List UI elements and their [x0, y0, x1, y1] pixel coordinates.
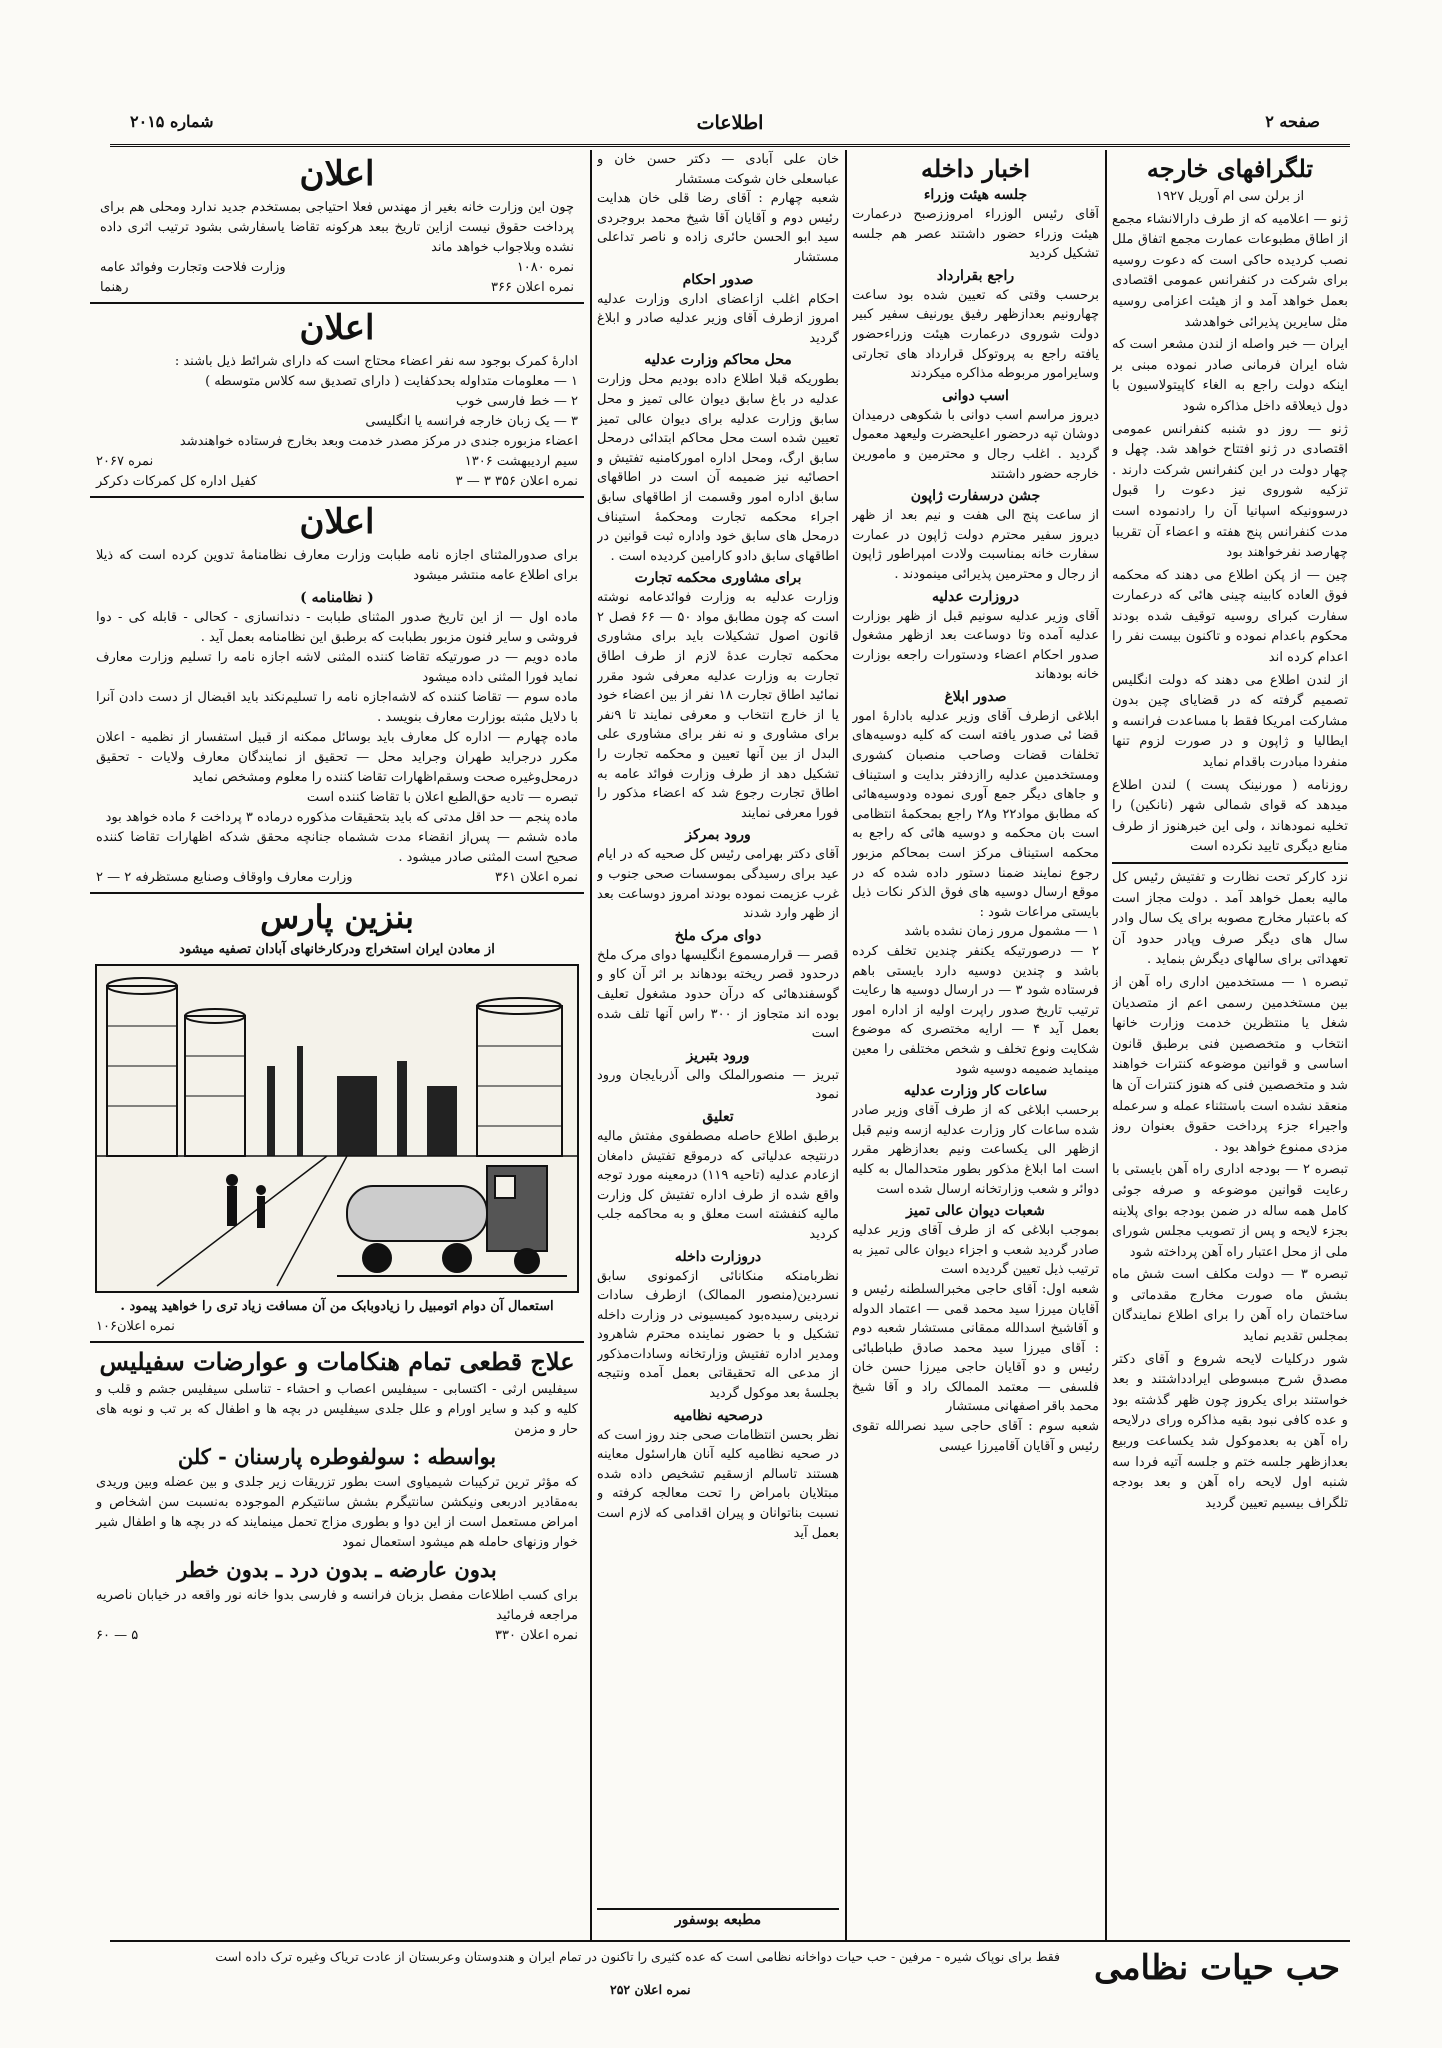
announcement-number: نمره اعلان۱۰۶ [96, 1319, 175, 1334]
subheading: دوای مرک ملخ [674, 927, 762, 944]
news-paragraph: شور درکلیات لایحه شروع و آقای دکتر مصدق شرح مبسوطی ایرادداشتند و بعد خواستند برای یکروز چون ظهر گذشته بود و عده کافی نبود بقیه مذاکره ورای درلایحه راه آهن به بعدموکول شد یکساعت وربیع بعدازظهر جلسه ختم و جلسه آتیه فردا سه شنبه اول لایحه راه آهن و بعد بودجه تلگراف بیسیم تعیین گردید [1112, 1351, 1348, 1511]
announcement-title: اعلان [299, 154, 375, 194]
column-foreign-telegrams [1112, 150, 1348, 1930]
subheading: صدور احکام [682, 271, 754, 288]
column-rule [1105, 150, 1107, 1940]
news-paragraph: احکام اغلب ازاعضای اداری وزارت عدلیه امروز ازطرف آقای وزیر عدلیه صادر و ابلاغ گردید [597, 291, 839, 346]
section-divider [90, 302, 584, 304]
announcement-item: ۳ — یک زبان خارجه فرانسه یا انگلیسی [365, 414, 578, 429]
subheading: ورود بتبریز [686, 1047, 750, 1064]
news-paragraph: برطبق اطلاع حاصله مصطفوی مفتش مالیه درنتیجه عدلیاتی که درموقع تفتیش دامغان ازعادم عدلیه (تاحیه ۱۱۹) درمعینه مورد توجه واقع شده از طرف اداره تفتیش کل وزارت مالیه کنفشته است معلق و به محاکمه جلب کردید [597, 1128, 839, 1242]
subheading: محل محاکم وزارت عدلیه [644, 352, 792, 369]
section-divider [90, 1341, 584, 1343]
news-paragraph: تبصره ۱ — مستخدمین اداری راه آهن از بین مستخدمین رسمی اعم از متصدیان شغل یا منتظرین خدمت وزارت خانها انتخاب و متخصصین فنی برطبق قانون اساسی و قوانین موضوعه کنترات خواهند شد و متخصصین فنی که هنوز کنترات آن ها منعقد نشده است باستثناء عمله و سرعمله واجیراء جزء پرداخت حقوق بعنوان روز مزدی ممنوع خواهد بود . [1112, 974, 1348, 1155]
news-paragraph: تبصره ۲ — بودجه اداری راه آهن بایستی با رعایت قوانین موضوعه و صرفه جوئی کامل همه ساله در ضمن بودجه بوای پلاینه بجزء لایحه و پس از تصویب مجلس شورای ملی از محل اعتبار راه آهن پرداخته شود [1112, 1162, 1348, 1260]
advertisement-syphilis-cure [90, 1347, 584, 1646]
announcement-item: ۲ — خط فارسی خوب [455, 394, 578, 409]
announcement-date: سیم اردیبهشت ۱۳۰۶ [464, 454, 578, 469]
announcement-text: چون این وزارت خانه بغیر از مهندس فعلا احتیاجی بمستخدم جدید ندارد ومحلی هم برای پرداخت حقوق نیست ازاین تاریخ ببعد هرکونه تقاضا یاسفارشی بشود ترتیب اثری داده نشده وبلاجواب خواهد ماند [100, 200, 574, 255]
numbered-item: ۱ — مشمول مرور زمان نشده باشد [904, 924, 1099, 940]
advertisement-benzin-pars [90, 898, 584, 1337]
news-paragraph: شعبه اول: آقای حاجی مخبرالسلطنه رئیس و آقایان میرزا سید محمد قمی — اعتماد الدوله و آقاشیخ اسدالله ممقانی مستشار شعبه دوم : آقای میرزا سید محمد صادق طباطبائی رئیس و دو آقایان حاجی میرزا حسن خان فلسفی — معتمد الممالک راد و آقا شیخ محمد باقر اصفهانی مستشار [852, 1281, 1099, 1415]
announcement-title: اعلان [299, 308, 375, 348]
news-paragraph: نظر بحسن انتظامات صحی جند روز است که در صحیه نظامیه کلیه آنان هاراسئول معاینه هستند تاسالم ازسقیم تشخیص داده شده مبتلایان بامراض را تحت معالجه کرفته و نسبت بناتوانان و پیران اقدامی که لازم است بعمل آید [597, 1427, 839, 1541]
news-paragraph: تبصره ۳ — دولت مکلف است شش ماه بشش ماه صورت مخارج مقدماتی و ساختمان راه آهن را برای اطلاع نمایندگان بمجلس تقدیم نماید [1112, 1267, 1348, 1345]
announcement-signature: وزارت فلاحت وتجارت وفوائد عامه [100, 260, 286, 275]
announcement-signature: وزارت معارف واوقاف وصنایع مستظرفه ۲ — ۲ [96, 870, 353, 885]
announcement-2 [90, 308, 584, 492]
section-divider [90, 892, 584, 894]
announcement-subtitle: ( نظامنامه ) [300, 590, 374, 606]
regulation-article: ماده پنجم — حد اقل مدتی که باید بتحقیقات مذکوره درماده ۳ پرداخت ۶ ماده خواهد بود [105, 810, 578, 825]
page-header [110, 104, 1350, 147]
news-paragraph: برحسب ابلاغی که از طرف آقای وزیر صادر شده ساعات کار وزارت عدلیه ازسه ونیم قبل ازظهر الی یکساعت ونیم بعدازظهر مقرر است اما ابلاغ مذکور بطور متحدالمال به کلیه دوائر و شعب وزارتخانه ارسال شده است [852, 1103, 1099, 1197]
ad-text: که مؤثر ترین ترکیبات شیمیاوی است بطور تزریقات زیر جلدی و بین عضله وبین وریدی به‌مقادیر ادربعی ونیکشن سانتیگرم بشش سانتیکرم الموجوده به‌نسبت سن اشخاص و امراض مستعمل است از این دوا و بطوری مزاج تحمل مینمایند که در بچه ها و اطفال شیر خوار وزنهای حامله هم میشود استعمال نمود [96, 1475, 578, 1550]
announcement-text: برای صدورالمثنای اجازه نامه طبابت وزارت معارف نظامنامهٔ تدوین کرده است که ذیلا برای اطلاع عامه منتشر میشود [96, 548, 578, 583]
news-paragraph: ژنو — روز دو شنبه کنفرانس عمومی اقتصادی در ژنو افتتاح خواهد شد. چهل و چهار دولت در این کنفرانس شرکت دارند . تزکیه شوروی نیز دعوت را قبول درسوونیکه اسپانیا آن را رادنموده است مدت کنفرانس پنج هفته و اعضاء آن تقریبا چهارصد نفرخواهند بود [1112, 421, 1348, 561]
news-paragraph: قصر — قرارمسموع انگلیسها دوای مرک ملخ درحدود قصر ریخته بودهاند بر اثر آن کاو و گوسفندهائی که درآن حدود مشغول تعلیف بوده اند متجاوز از ۳۰۰ راس آنها تلف شده است [597, 947, 839, 1042]
issue-number: شماره ۲۰۱۵ [130, 112, 214, 131]
ad-tagline: بدون عارضه ـ بدون درد ـ بدون خطر [177, 1557, 497, 1582]
subheading: درصحیه نظامیه [673, 1407, 763, 1424]
subheading: تعلیق [702, 1108, 734, 1125]
printer-credit: مطبعه بوسفور [674, 1912, 762, 1928]
numbered-item: ۲ — درصورتیکه یکنفر چندین تخلف کرده باشد و چندین دوسیه دارد بایستی باهم فرستاده شود ۳ — در ارسال دوسیه ها رعایت ترتیب تاریخ صدور راپرت اولیه از اداره امور بعمل آید ۴ — ارایه مختصری که موضوع شکایت ونوع تخلف و شخص مختلفی را معین مینماید ضمیمه دوسیه شود [852, 944, 1099, 1077]
regulation-article: ماده سوم — تقاضا کننده که لاشه‌اجازه نامه را تسلیم‌نکند باید اقبضال از دست دادن آنرا با دلایل مثبته بوزارت معارف بنویسد . [96, 690, 578, 725]
news-paragraph: از لندن اطلاع می دهند که دولت انگلیس تصمیم گرفته که در قضایای چین بدون مشارکت امریکا فقط با مساعدت فرانسه و ایطالیا و ژاپون و در صورت لزوم تنها منفردا مبادرت باقدام نماید [1112, 672, 1348, 771]
subheading: شعبات دیوان عالی تمیز [906, 1203, 1045, 1220]
news-paragraph: نظربامنکه منکانائی ازکمونوی سابق نسردین(منصور الممالک) ازطرف سادات نردینی رسیده‌بود کمیسیونی در وزارت داخله تشکیل و با حضور نماینده محترم شاهرود ومدیر اداره تفتیش وزارتخانه وسادات‌مذکور از مدعی اله تحقیقاتی بعمل آمده ونتیجه بجلسهٔ بعد موکول گردید [597, 1268, 839, 1402]
regulation-note: تبصره — تادیه حق‌الطبع اعلان با تقاضا کننده است [306, 790, 578, 805]
column-domestic-news-continued [597, 150, 839, 1940]
news-paragraph: بموجب ابلاغی که از طرف آقای وزیر عدلیه صادر گردید شعب و اجزاء دیوان عالی تمیز به ترتیب ذیل تعیین گردیده است [852, 1223, 1099, 1278]
news-paragraph: ابلاغی ازطرف آقای وزیر عدلیه بادارهٔ امور قضا ئی صدور یافته است که کلیه دوسیه‌های تخلفات قضات وصاحب منصبان کشوری ومستخدمین عدلیه راازدفتر بدایت و استیناف و جاهای دیگر جمع آوری نموده ودوسیه‌هائی که مطابق مواد۲۲ و۲۸ راجع بمحکمهٔ انتظامی است بان محکمه و دوسیه هائی که راجع به محکمه استیناف مرکز است بمحاکم مزبور رجوع نمایند ضمنا دستور داده شده که در موقع ارسال دوسیه های فوق الذکر نکات ذیل بایستی مراعات شود : [852, 708, 1099, 920]
page-number: صفحه ۲ [1265, 112, 1320, 131]
announcement-run: ۵ — ۶۰ [96, 1628, 139, 1643]
dateline: از برلن سی ام آوریل ۱۹۲۷ [1155, 189, 1305, 204]
news-paragraph: ژنو — اعلامیه که از طرف دارالانشاء مجمع از اطاق مطبوعات عمارت مجمع اتفاق ملل نصب کردیده حاکی است که دعوت روسیه برای شرکت در کنفرانس عمومی اقتصادی بعمل خواهد آمد و از هیئت اعزامی روسیه مثل سایرین پذیرائی خواهدشد [1112, 211, 1348, 330]
footer-text: فقط برای نوپاک شیره - مرفین - حب حیات دواخانه نظامی است که عده کثیری را تاکنون در تمام ایران و هندوستان وعربستان از عادت تریاک وغیره ترک داده است [215, 1949, 1060, 1964]
news-paragraph: برحسب وقتی که تعیین شده بود ساعت چهارونیم بعدازظهر رفیق یورنیف سفیر کبیر دولت شوروی درعمارت هیئت وزراءحضور یافته راجع به پروتوکل قرارداد های تجارتی وسایرامور مربوطه مذاکره میکردند [852, 287, 1099, 382]
ad-text: برای کسب اطلاعات مفصل بزبان فرانسه و فارسی بدوا خانه نور واقعه در خیابان ناصریه مراجعه فرمائید [96, 1588, 578, 1623]
section-title: اخبار داخله [920, 154, 1030, 183]
news-paragraph: آقای دکتر بهرامی رئیس کل صحیه که در ایام عید برای رسیدگی بموسسات صحی جنوب و غرب عزیمت نموده بودند امروز دوساعت بعد از ظهر وارد شدند [597, 847, 839, 922]
announcement-text: ادارهٔ کمرک بوجود سه نفر اعضاء محتاج است که دارای شرائط ذیل باشند : [174, 354, 578, 369]
news-paragraph: تبریز — منصورالملک والی آذربایجان ورود نمود [597, 1067, 839, 1103]
announcement-item: ۱ — معلومات متداوله بحدکفایت ( دارای تصدیق سه کلاس متوسطه ) [205, 374, 578, 389]
news-paragraph: چین — از پکن اطلاع می دهند که محکمه فوق العاده کابینه چینی هائی که درعمارت سفارت کبرای روسیه توقیف شده بودند محکوم باعدام نموده و تاکنون بیست نفر را اعدام کرده اند [1112, 567, 1348, 666]
subheading: دروزارت داخله [674, 1248, 762, 1265]
news-paragraph: آقای رئیس الوزراء امروززصبح درعمارت هیئت وزراء حضور داشتند عصر هم جلسه تشکیل کردید [852, 207, 1099, 262]
announcement-text: اعضاء مزبوره جندی در مرکز مصدر خدمت وبعد بخارج فرستاده خواهندشد [179, 434, 578, 449]
section-divider [1112, 862, 1348, 864]
announcement-3 [90, 502, 584, 888]
subheading: اسب دوانی [942, 387, 1009, 404]
regulation-article: ماده ششم — پس‌از انقضاء مدت ششماه جنانچه محقق شدکه اظهارات تقاضا کننده صحیح است المثنی صادر میشود . [96, 830, 578, 865]
subheading: ساعات کار وزارت عدلیه [903, 1083, 1048, 1100]
news-paragraph: از ساعت پنج الی هفت و نیم بعد از ظهر دیروز سفیر محترم دولت ژاپون در عمارت سفارت خانه بمناسبت ولادت امپراطور ژاپون از رجال و محترمین پذیرائی مینمودند . [852, 508, 1099, 582]
section-divider [90, 496, 584, 498]
refinery-illustration [95, 964, 579, 1293]
news-paragraph: روزنامه ( مورنینک پست ) لندن اطلاع میدهد که قوای شمالی شهر (نانکین) را تخلیه نمودهاند ، ولی این خبرهنوز از طرف منابع دیگری تایید نکرده است [1112, 777, 1348, 855]
regulation-article: ماده دویم — در صورتیکه تقاضا کننده المثنی لاشه اجازه نامه را تسلیم وزارت معارف نماید فورا المثنی داده میشود [96, 650, 578, 685]
announcement-number: نمره اعلان ۳۵۶ ۳ — ۳ [455, 474, 578, 489]
subheading: راجع بقرارداد [936, 267, 1015, 284]
announcement-signature: کفیل اداره کل کمرکات دکرکر [96, 474, 257, 489]
news-paragraph: نزد کارکر تحت نظارت و تفتیش رئیس کل مالیه بعمل خواهد آمد . دولت مجاز است که باعتبار مخارج مصوبه برای یک سال وادر سال های دیگر صرف وپادر حدود آن تعهداتی برای سالهای دیگرش بنماید . [1112, 870, 1348, 968]
ad-title: علاج قطعی تمام هنکامات و عوارضات سفیلیس [99, 1347, 575, 1376]
announcement-number: نمره اعلان ۳۶۶ [490, 280, 574, 295]
ad-subtitle: از معادن ایران استخراج ودرکارخانهای آبادان تصفیه میشود [179, 942, 495, 957]
news-paragraph: آقای وزیر عدلیه سونیم قبل از ظهر بوزارت عدلیه آمده وتا دوساعت بعد ازظهر مشغول صدور احکام اعضاء ودستورات راجعه بوزارت خانه بودهاند [852, 608, 1099, 683]
printer-rule [597, 1908, 839, 1910]
announcement-ref: نمره ۲۰۶۷ [96, 454, 154, 469]
news-paragraph: بطوریکه قبلا اطلاع داده بودیم محل وزارت عدلیه در باغ سابق دیوان عالی تمیز و محل سابق وزارت عدلیه برای دیوان عالی تمیز تعیین شده است محل محاکم ابتدائی درمحل سابق ارگ، ومحل اداره امورکامنیه تفتیش و احصائیه نیز ضمیمه آن است در اطاقهای سابق اداره امور وقسمت از اطاقهای سابق اجراء محکمه تجارت ومحکمهٔ استیناف درمحل های سابق خود واداره ثبت قوانین در اطاقهای سابق دادو کارامین کردیده است . [597, 372, 839, 564]
news-paragraph: خان علی آبادی — دکتر حسن خان و عباسعلی خان شوکت مستشار [597, 152, 839, 187]
regulation-article: ماده چهارم — اداره کل معارف باید بوسائل ممکنه از قبیل استفسار از نظمیه - اعلان مکرر درجراید طهران وجراید محل — تحقیق از نمایندگان معارف ولایات - تحقیق درمحل‌وغیره صحت وسقم‌اظهارات تقاضا کننده را معلوم ومشخص نماید [96, 730, 578, 785]
announcement-number: نمره اعلان ۳۳۰ [494, 1628, 578, 1643]
footer-number: نمره اعلان ۲۵۲ [610, 1982, 691, 1997]
announcement-ref: نمره ۱۰۸۰ [516, 260, 574, 275]
section-title: تلگرافهای خارجه [1146, 154, 1314, 183]
subheading: جشن درسفارت ژاپون [910, 488, 1041, 505]
subheading: ورود بمرکز [685, 827, 751, 844]
masthead-title: اطلاعات [696, 112, 764, 134]
ad-caption: استعمال آن دوام اتومبیل را زیادوبابک من آن مسافت زیاد تری را خواهید پیمود . [120, 1299, 554, 1314]
subheading: جلسه هیئت وزراء [923, 187, 1028, 203]
column-domestic-news [852, 150, 1099, 1930]
footer-advertisement [110, 1940, 1350, 2002]
subheading: دروزارت عدلیه [932, 588, 1019, 605]
subheading: صدور ابلاغ [944, 688, 1007, 705]
news-paragraph: دیروز مراسم اسب دوانی با شکوهی درمیدان دوشان تپه درحضور اعلیحضرت ولیعهد معمول گردید . اغلب رجال و محترمین و مامورین خارجه حضور داشتند [852, 407, 1099, 482]
news-paragraph: ایران — خبر واصله از لندن مشعر است که شاه ایران فرمانی صادر نموده مبنی بر اینکه دولت راجع به الغاء کاپیتولاسیون با دول ذیعلاقه داخل مذاکره شود [1112, 337, 1348, 414]
announcement-extra: رهنما [100, 280, 129, 295]
footer-brand: حب حیات نظامی [1094, 1948, 1340, 1988]
news-paragraph: وزارت عدلیه به وزارت فوائدعامه نوشته است که چون مطابق مواد ۵۰ — ۶۶ فصل ۲ قانون اصول تشکیلات باید برای مشاوری محکمه تجارت عدهٔ لازم از طرف اطاق تجارت به وزارت عدلیه معرفی شود مقرر نمائید اطاق تجارت ۱۸ نفر از بین اعضاء خود یا از خارج انتخاب و معرفی نمایند تا ۹نفر برای مشاوری و نه نفر برای مشاوری علی البدل از بین آنها تعیین و محکمه تجارت را تشکیل دهد از طرف وزارت فوائد عامه به اطاق تجارت رجوع شد که اعضاء مذکور را فورا معرفی نمایند [597, 590, 839, 821]
column-rule [590, 150, 592, 1940]
ad-title: بنزین پارس [260, 898, 414, 936]
ad-text: سیفلیس ارثی - اکتسابی - سیفلیس اعصاب و احشاء - تناسلی سیفلیس جشم و قلب و کلیه و کبد و سایر اورام و علل جلدی سیفلیس در بچه ها و اطفال که بر تب و نوبه های حار و مزمن [96, 1382, 578, 1437]
announcement-number: نمره اعلان ۳۶۱ [494, 870, 578, 885]
subheading: برای مشاوری محکمه تجارت [634, 570, 802, 587]
regulation-article: ماده اول — از این تاریخ صدور المثنای طبابت - دندانسازی - کحالی - قابله کی - دوا فروشی و سایر فنون مزبور بطبابت که برطبق این نظامنامه بعمل آید . [96, 610, 578, 645]
column-rule [845, 150, 847, 1940]
news-paragraph: شعبه سوم : آقای حاجی سید نصرالله تقوی رئیس و آقایان آقامیرزا عیسی [852, 1419, 1099, 1454]
announcement-title: اعلان [299, 502, 375, 542]
ad-product: بواسطه : سولفوطره پارسنان - کلن [177, 1444, 497, 1469]
announcement-1 [90, 154, 584, 298]
column-announcements [90, 150, 584, 1940]
news-paragraph: شعبه چهارم : آقای رضا قلی خان هدایت رئیس دوم و آقایان آقا شیخ محمد بروجردی سید ابو الحسن حائری زاده و ناصر تداعلی مستشار [597, 191, 839, 265]
